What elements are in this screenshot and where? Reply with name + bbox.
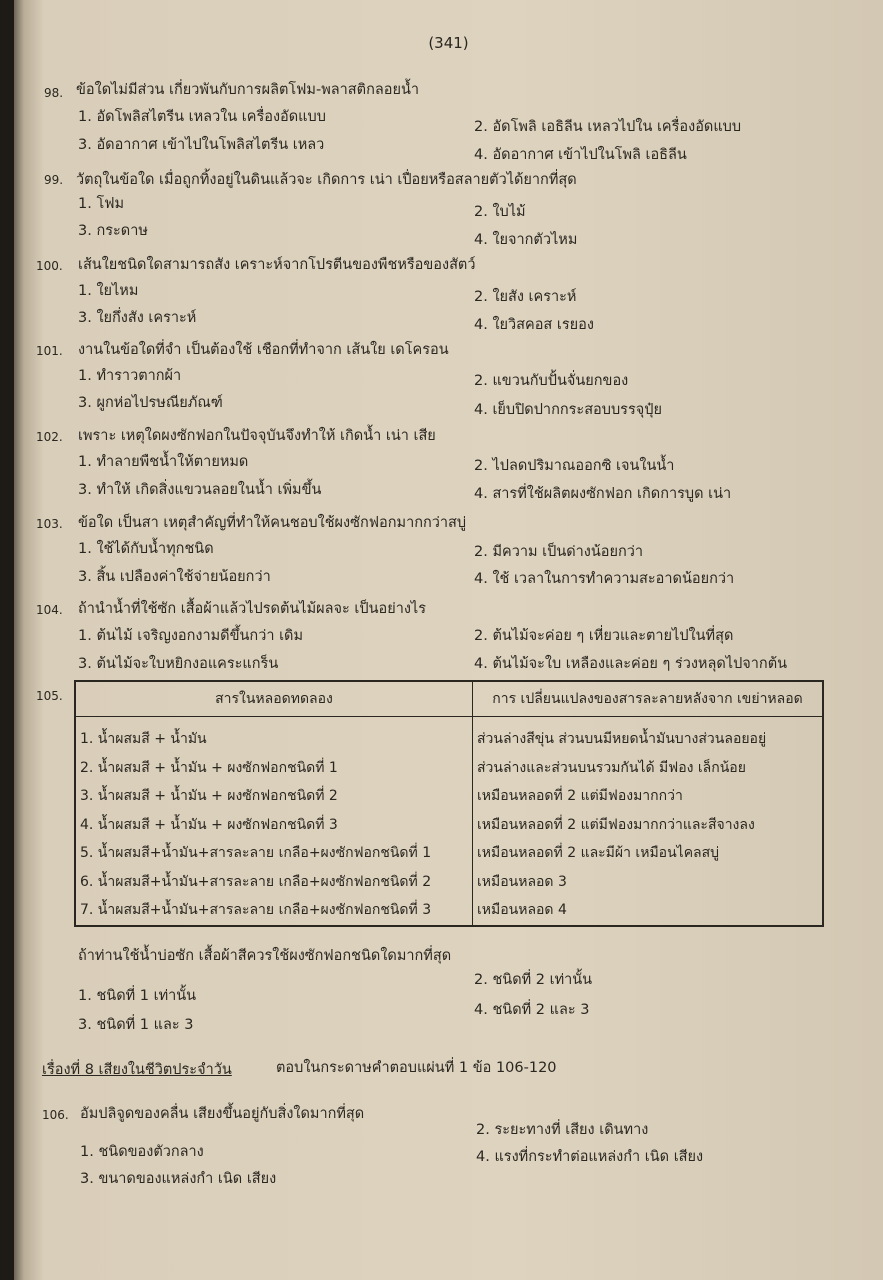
- exam-page: [14, 0, 883, 1280]
- q101-choice-2: 2. แขวนกับปั้นจั่นยกของ: [474, 373, 629, 389]
- q105-number: 105.: [36, 689, 63, 703]
- q98-choice-4: 4. อัดอากาศ เข้าไปในโพลิ เอธิลีน: [474, 147, 687, 163]
- q103-stem: ข้อใด เป็นสา เหตุสำคัญที่ทำให้คนชอบใช้ผงซักฟอกมากกว่าสบู่: [78, 515, 467, 531]
- q100-choice-2: 2. ใยสัง เคราะห์: [474, 289, 577, 305]
- q98-number: 98.: [44, 86, 64, 100]
- q104-choice-2: 2. ต้นไม้จะค่อย ๆ เหี่ยวและตายไปในที่สุด: [474, 628, 734, 644]
- q100-choice-4: 4. ใยวิสคอส เรยอง: [474, 317, 594, 333]
- q99-choice-3: 3. กระดาษ: [78, 223, 148, 239]
- table-row: 4. น้ำผสมสี + น้ำมัน + ผงซักฟอกชนิดที่ 3: [80, 816, 338, 833]
- q100-stem: เส้นใยชนิดใดสามารถสัง เคราะห์จากโปรตีนของพืชหรือของสัตว์: [78, 257, 476, 273]
- table-header-substances: สารในหลอดทดลอง: [75, 681, 473, 717]
- q104-choice-3: 3. ต้นไม้จะใบหยิกงอแคระแกร็น: [78, 656, 279, 672]
- table-row: ส่วนล่างและส่วนบนรวมกันได้ มีฟอง เล็กน้อย: [477, 759, 746, 776]
- table-row: 6. น้ำผสมสี+น้ำมัน+สารละลาย เกลือ+ผงซักฟอกชนิดที่ 2: [80, 873, 432, 890]
- table-row: เหมือนหลอด 3: [477, 873, 567, 890]
- q102-choice-3: 3. ทำให้ เกิดสิ่งแขวนลอยในน้ำ เพิ่มขึ้น: [78, 482, 322, 498]
- q103-number: 103.: [36, 517, 63, 531]
- q102-stem: เพราะ เหตุใดผงซักฟอกในปัจจุบันจึงทำให้ เกิดน้ำ เน่า เสีย: [78, 428, 436, 444]
- experiment-table: [74, 680, 824, 927]
- q103-choice-4: 4. ใช้ เวลาในการทำความสะอาดน้อยกว่า: [474, 571, 735, 587]
- q105-choice-3: 3. ชนิดที่ 1 และ 3: [78, 1017, 194, 1033]
- q100-number: 100.: [36, 259, 63, 273]
- q105-choice-4: 4. ชนิดที่ 2 และ 3: [474, 1002, 590, 1018]
- q101-number: 101.: [36, 344, 63, 358]
- table-row: 2. น้ำผสมสี + น้ำมัน + ผงซักฟอกชนิดที่ 1: [80, 759, 338, 776]
- table-row: 5. น้ำผสมสี+น้ำมัน+สารละลาย เกลือ+ผงซักฟอกชนิดที่ 1: [80, 845, 432, 861]
- q106-number: 106.: [42, 1108, 69, 1122]
- q106-choice-2: 2. ระยะทางที่ เสียง เดินทาง: [476, 1122, 649, 1138]
- q99-stem: วัตถุในข้อใด เมื่อถูกทิ้งอยู่ในดินแล้วจะ เกิดการ เน่า เปื่อยหรือสลายตัวได้ยากที่สุด: [76, 172, 577, 188]
- q100-choice-1: 1. ใยไหม: [78, 283, 139, 299]
- q102-choice-2: 2. ไปลดปริมาณออกซิ เจนในน้ำ: [474, 458, 675, 474]
- q105-choice-2: 2. ชนิดที่ 2 เท่านั้น: [474, 972, 593, 988]
- q101-choice-3: 3. ผูกห่อไปรษณียภัณฑ์: [78, 395, 223, 411]
- changes-column: [473, 717, 824, 926]
- q101-choice-1: 1. ทำราวตากผ้า: [78, 368, 182, 384]
- section-instruction: ตอบในกระดาษคำตอบแผ่นที่ 1 ข้อ 106-120: [276, 1060, 557, 1076]
- q103-choice-1: 1. ใช้ได้กับน้ำทุกชนิด: [78, 541, 214, 557]
- table-row: 7. น้ำผสมสี+น้ำมัน+สารละลาย เกลือ+ผงซักฟอกชนิดที่ 3: [80, 902, 432, 918]
- q106-stem: อัมปลิจูดของคลื่น เสียงขึ้นอยู่กับสิ่งใดมากที่สุด: [80, 1106, 365, 1122]
- q99-choice-1: 1. โฟม: [78, 196, 125, 212]
- table-row: 3. น้ำผสมสี + น้ำมัน + ผงซักฟอกชนิดที่ 2: [80, 788, 338, 804]
- q98-choice-3: 3. อัดอากาศ เข้าไปในโพลิสไตรีน เหลว: [78, 137, 325, 153]
- q99-choice-4: 4. ใยจากตัวไหม: [474, 232, 578, 248]
- q102-choice-4: 4. สารที่ใช้ผลิตผงซักฟอก เกิดการบูด เน่า: [474, 486, 732, 502]
- table-header-changes: การ เปลี่ยนแปลงของสารละลายหลังจาก เขย่าหลอด: [473, 681, 824, 717]
- q103-choice-3: 3. สิ้น เปลืองค่าใช้จ่ายน้อยกว่า: [78, 569, 271, 585]
- q101-choice-4: 4. เย็บปิดปากกระสอบบรรจุปุ๋ย: [474, 402, 662, 418]
- q105-choice-1: 1. ชนิดที่ 1 เท่านั้น: [78, 988, 197, 1004]
- q101-stem: งานในข้อใดที่จำ เป็นต้องใช้ เชือกที่ทำจาก เส้นใย เดโครอน: [78, 342, 449, 358]
- section-title: เรื่องที่ 8 เสียงในชีวิตประจำวัน: [42, 1062, 232, 1078]
- substances-column: [75, 717, 473, 926]
- q105-stem: ถ้าท่านใช้น้ำบ่อซัก เสื้อผ้าสีควรใช้ผงซักฟอกชนิดใดมากที่สุด: [78, 948, 452, 964]
- q102-number: 102.: [36, 430, 63, 444]
- q106-choice-1: 1. ชนิดของตัวกลาง: [80, 1144, 204, 1160]
- q106-choice-3: 3. ขนาดของแหล่งกำ เนิด เสียง: [80, 1171, 277, 1187]
- q99-number: 99.: [44, 173, 64, 187]
- q104-stem: ถ้านำน้ำที่ใช้ซัก เสื้อผ้าแล้วไปรดต้นไม้ผลจะ เป็นอย่างไร: [78, 601, 426, 617]
- q104-choice-4: 4. ต้นไม้จะใบ เหลืองและค่อย ๆ ร่วงหลุดไปจากต้น: [474, 656, 788, 672]
- table-row: เหมือนหลอดที่ 2 และมีผ้า เหมือนไคลสบู่: [477, 845, 720, 861]
- q100-choice-3: 3. ใยกึ่งสัง เคราะห์: [78, 310, 197, 326]
- table-row: เหมือนหลอดที่ 2 แต่มีฟองมากกว่าและสีจางลง: [477, 816, 755, 833]
- q104-choice-1: 1. ต้นไม้ เจริญงอกงามดีขึ้นกว่า เดิม: [78, 628, 304, 644]
- q104-number: 104.: [36, 603, 63, 617]
- q106-choice-4: 4. แรงที่กระทำต่อแหล่งกำ เนิด เสียง: [476, 1149, 704, 1165]
- table-row: ส่วนล่างสีขุ่น ส่วนบนมีหยดน้ำมันบางส่วนลอยอยู่: [477, 731, 767, 747]
- page-number: (341): [428, 34, 469, 52]
- table-row: เหมือนหลอดที่ 2 แต่มีฟองมากกว่า: [477, 788, 683, 804]
- q102-choice-1: 1. ทำลายพืชน้ำให้ตายหมด: [78, 454, 249, 470]
- q99-choice-2: 2. ใบไม้: [474, 204, 526, 220]
- q103-choice-2: 2. มีความ เป็นด่างน้อยกว่า: [474, 544, 644, 560]
- q98-stem: ข้อใดไม่มีส่วน เกี่ยวพันกับการผลิตโฟม-พลาสติกลอยน้ำ: [76, 82, 419, 98]
- table-row: 1. น้ำผสมสี + น้ำมัน: [80, 731, 207, 747]
- table-row: เหมือนหลอด 4: [477, 902, 567, 918]
- q98-choice-1: 1. อัดโพลิสไตรีน เหลวใน เครื่องอัดแบบ: [78, 109, 326, 125]
- q98-choice-2: 2. อัดโพลิ เอธิลีน เหลวไปใน เครื่องอัดแบบ: [474, 119, 742, 135]
